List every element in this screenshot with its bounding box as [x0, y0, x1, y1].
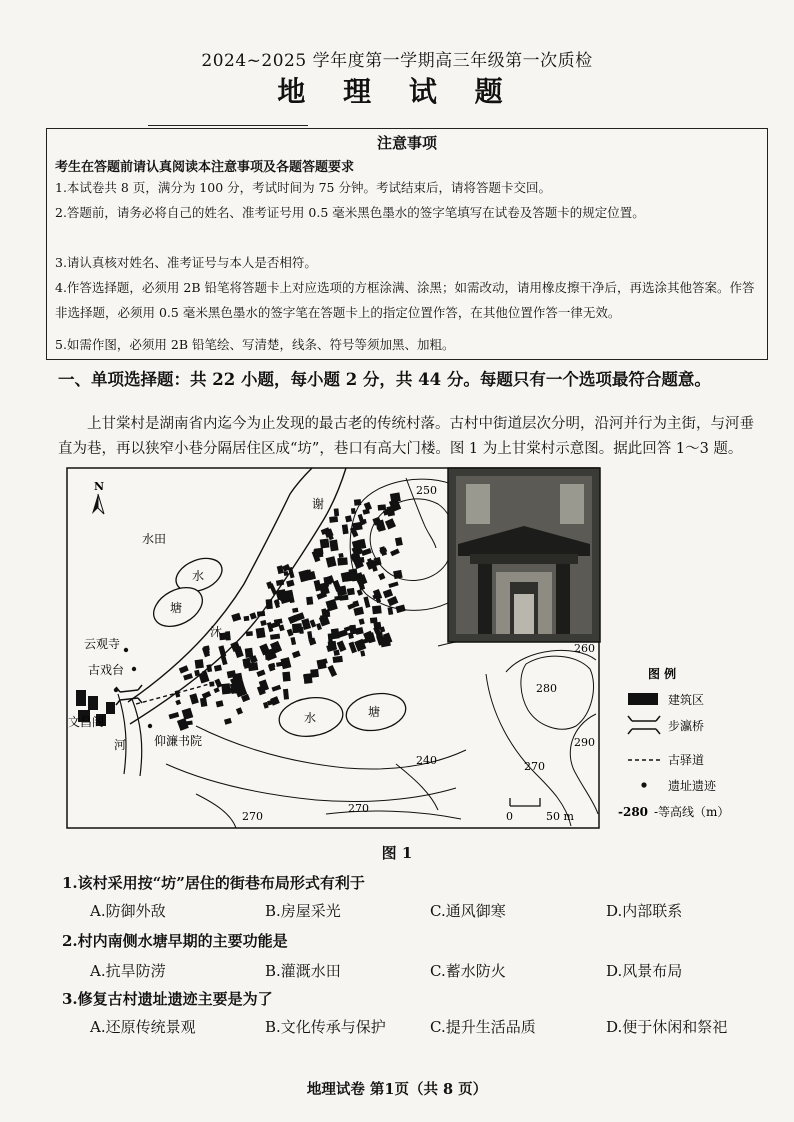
title-divider [148, 125, 308, 126]
label-pond-top-1: 水 [192, 569, 205, 583]
scale-length: 50 m [546, 810, 574, 823]
notice-box [46, 128, 768, 360]
question-1-option-c: C.通风御寒 [430, 902, 506, 920]
label-academy: 仰濂书院 [154, 734, 203, 748]
building-block [380, 635, 391, 647]
legend-bridge-icon [628, 716, 660, 734]
question-2-option-c: C.蓄水防火 [430, 962, 506, 980]
label-stage: 古戏台 [88, 663, 125, 677]
contour-label-290: 290 [574, 736, 595, 749]
legend-title: 图 例 [648, 667, 677, 681]
question-2-option-a: A.抗旱防涝 [90, 962, 166, 980]
building-block [317, 659, 327, 670]
building-block [266, 599, 273, 609]
page-footer: 地理试卷 第1页（共 8 页） [306, 1081, 488, 1098]
contour-label-270c: 270 [242, 810, 263, 823]
building-block [328, 641, 337, 648]
legend-building-swatch [628, 693, 658, 705]
building-block [306, 597, 313, 606]
reading-passage: 上甘棠村是湖南省内迄今为止发现的最古老的传统村落。古村中街道层次分明，沿河并行为主街，与河垂直为巷，再以狭窄小巷分隔居住区成“坊”，巷口有高大门楼。图 1 为上甘棠村示意图。据此回答 1～3 题。 [58, 416, 754, 457]
building-block [282, 672, 290, 682]
legend-road-label: 古驿道 [668, 753, 705, 767]
notice-item-1: 1.本试卷共 8 页，满分为 100 分，考试时间为 75 分钟。考试结束后，请将答题卡交回。 [55, 180, 551, 195]
legend-building-label: 建筑区 [668, 693, 705, 707]
building-block [248, 662, 259, 671]
notice-title: 注意事项 [376, 134, 437, 152]
building-block [333, 650, 339, 656]
building-block [349, 568, 359, 579]
building-block [354, 499, 361, 506]
figure-caption: 图 1 [381, 844, 413, 862]
building-block [370, 617, 378, 623]
building-block [334, 508, 339, 516]
building-block [350, 625, 357, 635]
contour-label-280: 280 [536, 682, 557, 695]
building-block [245, 648, 254, 658]
label-paddy: 水田 [142, 532, 167, 546]
question-2-option-b: B.灌溉水田 [265, 962, 341, 980]
label-pond-bottom-1: 水 [304, 711, 317, 725]
contour-label-260: 260 [574, 642, 595, 655]
question-3-option-a: A.还原传统景观 [90, 1018, 196, 1036]
exam-title: 2024~2025 学年度第一学期高三年级第一次质检 [201, 51, 593, 71]
label-pond-bottom-2: 塘 [368, 705, 381, 719]
building-block [246, 631, 253, 636]
building-block [347, 588, 355, 596]
section-heading: 一、单项选择题：共 22 小题，每小题 2 分，共 44 分。每题只有一个选项最符合题意。 [58, 370, 711, 389]
label-temple: 云观寺 [84, 637, 121, 651]
gate-photo [448, 468, 600, 642]
contour-label-250: 250 [416, 484, 437, 497]
building-block [339, 595, 348, 601]
building-block [393, 570, 403, 579]
building-block [310, 669, 319, 678]
building-block [244, 616, 250, 621]
legend-bridge-label: 步瀛桥 [668, 719, 705, 733]
question-1-option-a: A.防御外敌 [90, 902, 166, 920]
label-river-xie: 谢 [312, 497, 325, 511]
question-3-option-c: C.提升生活品质 [430, 1018, 536, 1036]
scale-zero: 0 [506, 810, 513, 823]
question-3-stem: 3.修复古村遗址遗迹主要是为了 [62, 990, 273, 1008]
question-1-option-d: D.内部联系 [606, 902, 683, 920]
building-block [333, 656, 343, 663]
building-block [227, 688, 236, 694]
contour-label-270b: 270 [348, 802, 369, 815]
building-block [331, 628, 340, 639]
building-block [195, 659, 204, 669]
label-pond-top-2: 塘 [170, 601, 183, 615]
notice-item-3: 3.请认真核对姓名、准考证号与本人是否相符。 [55, 255, 317, 270]
building-block [314, 548, 323, 555]
legend-contour-value: -280 [618, 805, 649, 819]
question-3-option-b: B.文化传承与保护 [265, 1018, 386, 1036]
question-3-option-d: D.便于休闲和祭祀 [606, 1018, 728, 1036]
north-label: N [94, 480, 105, 493]
building-block [257, 611, 265, 617]
village-map [66, 464, 746, 836]
building-block [283, 689, 289, 700]
subject-title: 地 理 试 题 [277, 75, 517, 108]
legend [618, 666, 729, 819]
building-block [329, 539, 338, 551]
building-block [390, 492, 401, 502]
notice-intro: 考生在答题前请认真阅读本注意事项及各题答题要求 [55, 160, 355, 175]
building-block [299, 627, 304, 634]
label-river-he: 河 [114, 738, 127, 752]
label-river-mu: 沐 [210, 625, 223, 639]
building-block [352, 522, 363, 531]
building-block [256, 628, 266, 639]
building-block [372, 605, 382, 614]
notice-item-5: 5.如需作图，必须用 2B 铅笔绘、写清楚，线条、符号等须加黑、加粗。 [55, 337, 455, 352]
question-2-stem: 2.村内南侧水塘早期的主要功能是 [62, 932, 288, 950]
building-block [243, 662, 248, 667]
building-block [265, 651, 270, 660]
contour-label-270a: 270 [524, 760, 545, 773]
legend-contour-label: -等高线（m） [654, 805, 730, 819]
notice-item-4: 4.作答选择题，必须用 2B 铅笔将答题卡上对应选项的方框涂满、涂黑；如需改动，请用橡皮擦干净后，再选涂其他答案。作答非选择题，必须用 0.5 毫米黑色墨水的签字笔在答题卡上的指定位置作答，在其他位置作答一律无效。 [55, 280, 755, 320]
building-block [338, 553, 343, 558]
label-pavilion: 文昌阁 [68, 715, 105, 729]
building-block [378, 504, 386, 510]
contour-label-240: 240 [416, 754, 437, 767]
building-block [284, 571, 289, 576]
legend-site-dot [641, 782, 646, 787]
question-1-stem: 1.该村采用按“坊”居住的街巷布局形式有利于 [62, 874, 365, 892]
legend-site-label: 遗址遗迹 [668, 779, 717, 793]
question-1-option-b: B.房屋采光 [265, 902, 341, 920]
question-2-option-d: D.风景布局 [606, 962, 683, 980]
building-block [351, 508, 356, 514]
building-block [320, 538, 330, 548]
notice-item-2: 2.答题前，请务必将自己的姓名、准考证号用 0.5 毫米黑色墨水的签字笔填写在试卷及答题卡的规定位置。 [55, 205, 645, 220]
building-block [337, 557, 348, 565]
building-block [329, 516, 338, 523]
